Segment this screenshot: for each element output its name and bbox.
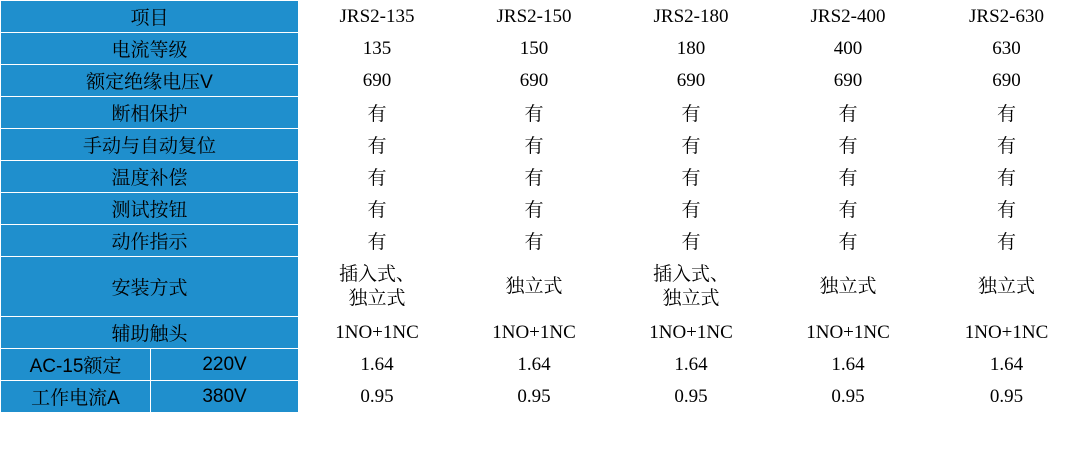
cell-value: 独立式 — [456, 257, 613, 317]
cell-value: 1NO+1NC — [299, 317, 456, 349]
cell-value: 1.64 — [299, 349, 456, 381]
row-label-mounting-type: 安装方式 — [1, 257, 299, 317]
table-row — [1, 349, 1086, 381]
cell-value: 630 — [927, 33, 1086, 65]
cell-value: 有 — [299, 225, 456, 257]
cell-value: 有 — [613, 129, 770, 161]
cell-value: 1.64 — [613, 349, 770, 381]
row-label-temperature-compensation: 温度补偿 — [1, 161, 299, 193]
cell-value: 690 — [299, 65, 456, 97]
subrow-label-220v: 220V — [151, 349, 299, 381]
cell-value: 独立式 — [927, 257, 1086, 317]
cell-value: 有 — [456, 97, 613, 129]
cell-value: 1.64 — [456, 349, 613, 381]
cell-value: 有 — [299, 161, 456, 193]
cell-value: 独立式 — [770, 257, 927, 317]
cell-value: 0.95 — [613, 381, 770, 413]
header-model-2: JRS2-180 — [613, 1, 770, 33]
header-model-1: JRS2-150 — [456, 1, 613, 33]
cell-value: 有 — [770, 97, 927, 129]
cell-value: 有 — [299, 129, 456, 161]
cell-value: 有 — [770, 225, 927, 257]
table-row — [1, 33, 1086, 65]
row-label-phase-failure-protection: 断相保护 — [1, 97, 299, 129]
cell-value: 150 — [456, 33, 613, 65]
cell-value: 690 — [770, 65, 927, 97]
table-row — [1, 257, 1086, 317]
group-label-ac15-line1: AC-15额定 — [1, 349, 151, 381]
cell-value: 有 — [927, 161, 1086, 193]
cell-value: 1NO+1NC — [456, 317, 613, 349]
cell-value: 有 — [770, 161, 927, 193]
cell-value: 有 — [299, 97, 456, 129]
cell-value: 180 — [613, 33, 770, 65]
row-label-auxiliary-contacts: 辅助触头 — [1, 317, 299, 349]
row-label-action-indicator: 动作指示 — [1, 225, 299, 257]
cell-value: 690 — [456, 65, 613, 97]
table-row — [1, 65, 1086, 97]
cell-value: 0.95 — [927, 381, 1086, 413]
table-body — [1, 1, 1086, 413]
cell-value: 1NO+1NC — [613, 317, 770, 349]
cell-value: 插入式、 独立式 — [299, 257, 456, 317]
cell-value: 1NO+1NC — [770, 317, 927, 349]
table-row — [1, 161, 1086, 193]
group-label-ac15-line2: 工作电流A — [1, 381, 151, 413]
subrow-label-380v: 380V — [151, 381, 299, 413]
cell-value: 1.64 — [927, 349, 1086, 381]
cell-value: 有 — [456, 161, 613, 193]
cell-value: 400 — [770, 33, 927, 65]
row-label-rated-insulation-voltage: 额定绝缘电压V — [1, 65, 299, 97]
cell-value: 有 — [456, 193, 613, 225]
cell-value: 有 — [927, 129, 1086, 161]
cell-value: 有 — [613, 161, 770, 193]
cell-value: 有 — [927, 225, 1086, 257]
cell-value: 有 — [770, 129, 927, 161]
cell-value: 插入式、 独立式 — [613, 257, 770, 317]
cell-value: 0.95 — [299, 381, 456, 413]
cell-value: 有 — [613, 193, 770, 225]
table-header-row — [1, 1, 1086, 33]
table-row — [1, 225, 1086, 257]
cell-value: 0.95 — [770, 381, 927, 413]
table-row — [1, 129, 1086, 161]
cell-value: 有 — [456, 225, 613, 257]
cell-value: 有 — [927, 193, 1086, 225]
cell-value: 有 — [299, 193, 456, 225]
cell-value: 1NO+1NC — [927, 317, 1086, 349]
header-model-3: JRS2-400 — [770, 1, 927, 33]
header-model-0: JRS2-135 — [299, 1, 456, 33]
header-label-item: 项目 — [1, 1, 299, 33]
cell-value: 690 — [927, 65, 1086, 97]
cell-value: 有 — [770, 193, 927, 225]
cell-value: 有 — [927, 97, 1086, 129]
cell-value: 有 — [456, 129, 613, 161]
cell-value: 690 — [613, 65, 770, 97]
row-label-test-button: 测试按钮 — [1, 193, 299, 225]
table-row — [1, 381, 1086, 413]
cell-value: 有 — [613, 225, 770, 257]
cell-value: 135 — [299, 33, 456, 65]
row-label-manual-auto-reset: 手动与自动复位 — [1, 129, 299, 161]
table-row — [1, 317, 1086, 349]
cell-value: 1.64 — [770, 349, 927, 381]
header-model-4: JRS2-630 — [927, 1, 1086, 33]
table-row — [1, 97, 1086, 129]
cell-value: 有 — [613, 97, 770, 129]
cell-value: 0.95 — [456, 381, 613, 413]
table-row — [1, 193, 1086, 225]
row-label-current-rating: 电流等级 — [1, 33, 299, 65]
